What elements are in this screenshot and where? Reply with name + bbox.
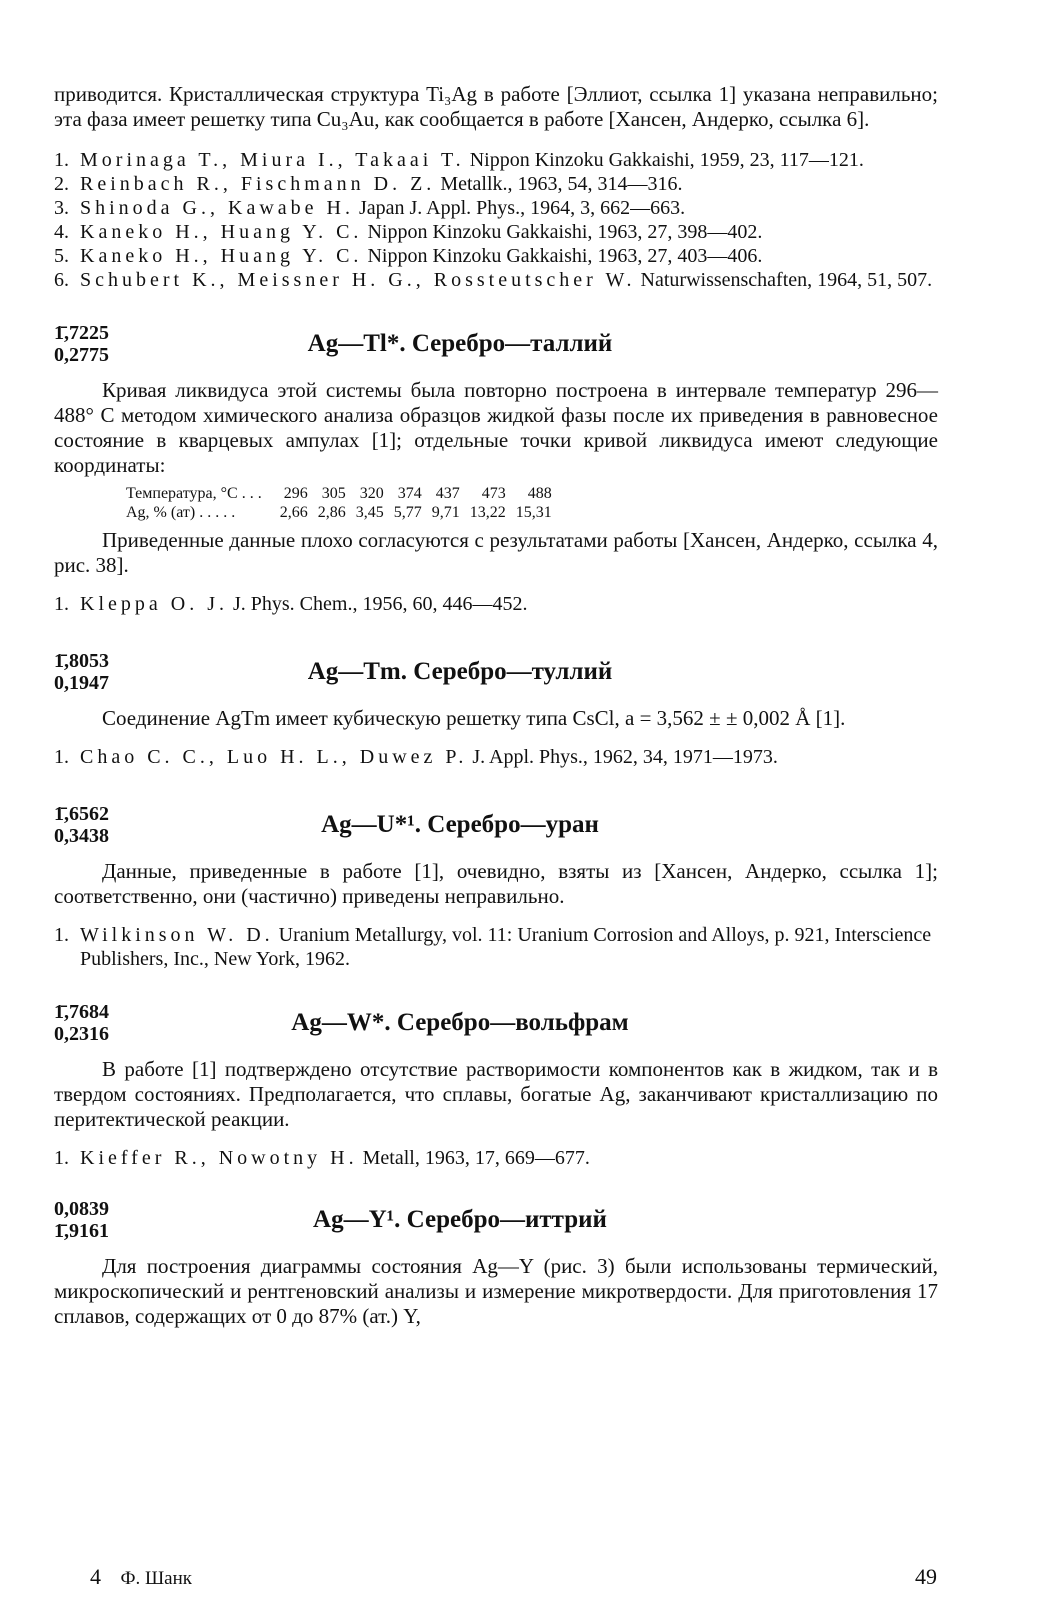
reference-author: Kaneko H., Huang Y. C. — [80, 221, 363, 243]
reference-author: Shinoda G., Kawabe H. — [80, 197, 354, 219]
reference-author: Kaneko H., Huang Y. C. — [80, 245, 363, 267]
log-value-1: 0,0839 — [54, 1198, 109, 1220]
reference-number: 6. — [54, 269, 69, 291]
reference-item — [54, 268, 938, 292]
table-cell: 437 — [435, 485, 460, 502]
reference-number: 1. — [54, 924, 69, 946]
section-ag-w — [54, 1001, 938, 1170]
reference-author: Kieffer R., Nowotny H. — [80, 1147, 358, 1169]
signature-name: Ф. Шанк — [120, 1568, 193, 1589]
reference-number: 3. — [54, 197, 69, 219]
log-value-2: 0,2316 — [54, 1023, 109, 1045]
reference-source: Japan J. Appl. Phys., 1964, 3, 662—663. — [353, 197, 686, 219]
reference-item — [54, 196, 938, 220]
reference-item — [54, 244, 938, 268]
reference-number: 1. — [54, 149, 69, 171]
section-header — [54, 1001, 938, 1045]
reference-item — [54, 172, 938, 196]
reference-source: Metall, 1963, 17, 669—677. — [357, 1147, 590, 1169]
reference-source: J. Appl. Phys., 1962, 34, 1971—1973. — [467, 746, 778, 768]
section-ag-tm — [54, 650, 938, 769]
log-values — [54, 650, 162, 694]
log-value-2: 0,1947 — [54, 672, 109, 694]
log-values — [54, 322, 162, 366]
reference-source: Naturwissenschaften, 1964, 51, 507. — [635, 269, 933, 291]
section-title: Ag—Tl*. Серебро—таллий — [307, 330, 613, 357]
page-content — [54, 82, 938, 1329]
table-row — [126, 503, 562, 522]
row-label: Ag, % (ат) . . . . . — [126, 504, 236, 521]
log-value-2: 0,3438 — [54, 825, 109, 847]
table-cell: 488 — [527, 485, 552, 502]
reference-author: Wilkinson W. D. — [80, 924, 274, 946]
table-cell: 305 — [321, 485, 346, 502]
section-paragraph: В работе [1] подтверждено отсутствие растворимости компонентов как в жидком, так и в твердом состояниях. Предполагается, что сплавы, богатые Ag, заканчивают кристаллизацию по перитектической реакции. — [54, 1057, 938, 1131]
table-cell: 374 — [397, 485, 422, 502]
reference-author: Chao C. C., Luo H. L., Duwez P. — [80, 746, 468, 768]
liquidus-table — [126, 484, 562, 522]
section-paragraph: Приведенные данные плохо согласуются с результатами работы [Хансен, Андерко, ссылка 4, рис. 38]. — [54, 528, 938, 577]
log-value-1: 1̄,7225 — [54, 322, 109, 344]
section-title: Ag—Tm. Серебро—туллий — [307, 658, 613, 685]
table-cell: 13,22 — [469, 504, 506, 521]
reference-number: 5. — [54, 245, 69, 267]
log-value-1: 1̄,6562 — [54, 803, 109, 825]
reference-item — [54, 148, 938, 172]
signature-number: 4 — [90, 1564, 101, 1589]
table-cell: 473 — [481, 485, 506, 502]
reference-source: Metallk., 1963, 54, 314—316. — [435, 173, 683, 195]
table-cell: 296 — [283, 485, 308, 502]
section-header — [54, 322, 938, 366]
section-header — [54, 803, 938, 847]
table-cell: 9,71 — [431, 504, 460, 521]
table-cell: 5,77 — [393, 504, 422, 521]
page-footer — [90, 1564, 937, 1590]
section-ag-u — [54, 803, 938, 971]
reference-number: 1. — [54, 593, 69, 615]
log-values — [54, 1198, 162, 1242]
section-title: Ag—Y¹. Серебро—иттрий — [313, 1206, 607, 1233]
section-title: Ag—W*. Серебро—вольфрам — [291, 1009, 629, 1036]
page-number: 49 — [915, 1564, 937, 1589]
reference-source: Nippon Kinzoku Gakkaishi, 1963, 27, 403—406. — [362, 245, 763, 267]
reference-number: 2. — [54, 173, 69, 195]
reference-number: 1. — [54, 746, 69, 768]
log-value-1: 1̄,8053 — [54, 650, 109, 672]
log-value-2: 0,2775 — [54, 344, 109, 366]
log-values — [54, 803, 162, 847]
reference-author: Reinbach R., Fischmann D. Z. — [80, 173, 436, 195]
table-cell: 15,31 — [515, 504, 552, 521]
reference-source: Nippon Kinzoku Gakkaishi, 1959, 23, 117—121. — [464, 149, 864, 171]
intro-paragraph: приводится. Кристаллическая структура Ti₃Ag в работе [Эллиот, ссылка 1] указана неправильно; эта фаза имеет решетку типа Cu₃Au, как сообщается в работе [Хансен, Андерко, ссылка 6]. — [54, 82, 938, 131]
row-label: Температура, °С . . . — [126, 485, 262, 502]
reference-source: J. Phys. Chem., 1956, 60, 446—452. — [227, 593, 528, 615]
table-cell: 3,45 — [355, 504, 384, 521]
reference-item — [54, 592, 938, 616]
intro-references — [54, 148, 938, 292]
table-cell: 320 — [359, 485, 384, 502]
section-paragraph: Для построения диаграммы состояния Ag—Y (рис. 3) были использованы термический, микроскопический и рентгеновский анализы и измерение микротвердости. Для приготовления 17 сплавов, содержащих от 0 до 87% (ат.) Y, — [54, 1254, 938, 1328]
section-header — [54, 1198, 938, 1242]
reference-author: Schubert K., Meissner H. G., Rossteutscher W. — [80, 269, 636, 291]
section-title: Ag—U*¹. Серебро—уран — [321, 811, 599, 838]
reference-item — [54, 1146, 938, 1170]
section-paragraph: Соединение AgTm имеет кубическую решетку типа CsCl, a = 3,562 ± ± 0,002 Å [1]. — [102, 706, 846, 730]
reference-number: 1. — [54, 1147, 69, 1169]
section-ag-tl — [54, 322, 938, 616]
table-cell: 2,66 — [279, 504, 308, 521]
reference-author: Kleppa O. J. — [80, 593, 228, 615]
log-values — [54, 1001, 162, 1045]
log-value-2: 1̄,9161 — [54, 1220, 109, 1242]
table-cell: 2,86 — [317, 504, 346, 521]
table-row — [126, 484, 562, 503]
section-header — [54, 650, 938, 694]
reference-item — [54, 923, 938, 971]
section-paragraph: Данные, приведенные в работе [1], очевидно, взяты из [Хансен, Андерко, ссылка 1]; соответственно, они (частично) приведены неправильно. — [54, 859, 938, 908]
section-paragraph: Кривая ликвидуса этой системы была повторно построена в интервале температур 296—488° С методом химического анализа образцов жидкой фазы после их приведения в равновесное состояние в кварцевых ампулах [1]; отдельные точки кривой ликвидуса имеют следующие координаты: — [54, 378, 938, 477]
reference-author: Morinaga T., Miura I., Takaai T. — [80, 149, 465, 171]
printer-signature — [90, 1564, 206, 1590]
log-value-1: 1̄,7684 — [54, 1001, 109, 1023]
section-ag-y — [54, 1198, 938, 1329]
reference-number: 4. — [54, 221, 69, 243]
reference-source: Uranium Metallurgy, vol. 11: Uranium Corrosion and Alloys, p. 921, Interscience Publishers, Inc., New York, 1962. — [80, 924, 932, 970]
reference-source: Nippon Kinzoku Gakkaishi, 1963, 27, 398—402. — [362, 221, 763, 243]
reference-item — [54, 745, 938, 769]
reference-item — [54, 220, 938, 244]
